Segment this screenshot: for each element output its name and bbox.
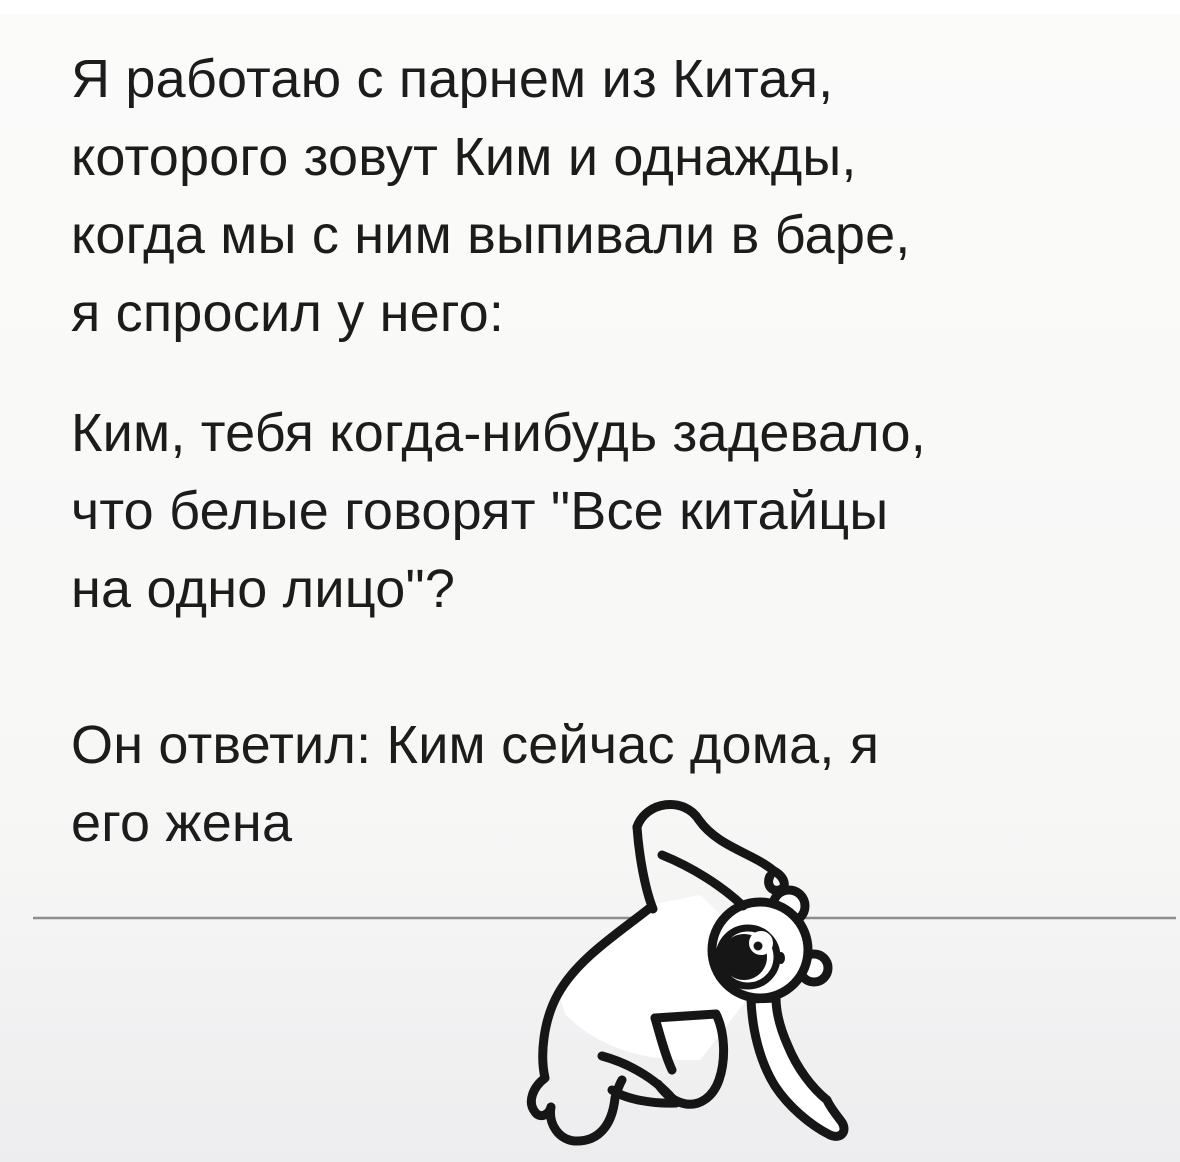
text-line: Он ответил: Ким сейчас дома, я — [71, 715, 880, 775]
text-line: Ким, тебя когда-нибудь задевало, — [71, 403, 926, 463]
joke-text — [71, 40, 1140, 862]
paragraph-setup — [71, 40, 1140, 352]
paragraph-question — [71, 394, 1140, 628]
text-line: на одно лицо"? — [71, 559, 456, 619]
top-edge-strip — [0, 0, 1180, 14]
text-line: Я работаю с парнем из Китая, — [71, 49, 834, 109]
text-line: которого зовут Ким и однажды, — [71, 127, 857, 187]
text-line: что белые говорят "Все китайцы — [71, 481, 889, 541]
text-line: его жена — [71, 793, 293, 853]
text-line: когда мы с ним выпивали в баре, — [71, 205, 911, 265]
paragraph-punchline — [71, 706, 1140, 862]
text-line: я спросил у него: — [71, 283, 505, 343]
